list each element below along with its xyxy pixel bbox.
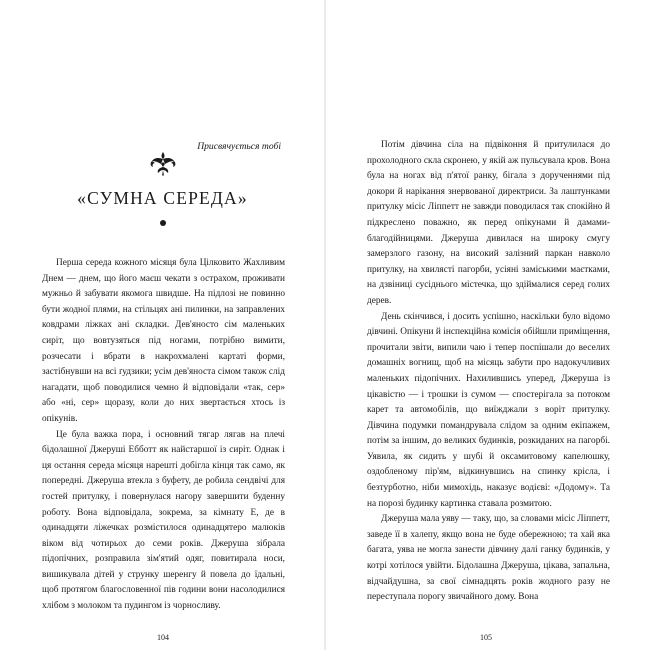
chapter-title: «СУМНА СЕРЕДА» [77, 188, 248, 208]
left-body-text [42, 256, 285, 615]
paragraph: Потім дівчина сіла на підвіконня й притулилася до прохолодного скла скронею, у якій аж пульсувала кров. Вона була на ногах від п'ятої ранку, бігала з дорученнями під докори й нарікання знервованої директриси. За лаштунками притулку місіс Ліппетт не завжди поводилася так спокійно й підкреслено поважно, як перед опікунами й дамами-благодійницями. Джеруша дивилася на широку смугу замерзлого газону, на високий залізний паркан навколо притулку, на хвилясті пагорби, усіяні заміськими маєтками, на дзвіниці сусіднього містечка, що здіймалися серед голих дерев. [367, 140, 610, 306]
dedication: Присвячується тобі [197, 141, 281, 152]
page-number: 105 [480, 633, 492, 642]
paragraph: День скінчився, і досить успішно, наскільки було відомо дівчині. Опікуни й інспекційна комісія обійшли приміщення, прочитали звіти, випили чаю і тепер поспішали до веселих домашніх вогнищ, щоб на місяць забути про надокучливих маленьких підопічних. Нахилившись уперед, Джеруша із цікавістю — і трошки із сумом — спостерігала за потоком карет та автомобілів, що виїжджали з воріт притулку. Дівчина подумки помандрувала слідом за одним екіпажем, потім за іншим, до великих будинків, розкиданих на пагорбі. Уявила, як сидить у шубі й оксамитовому капелюшку, оздобленому пір'ям, відкинувшись на спинку крісла, і безтурботно, ніби мимохідь, наказує водієві: «Додому». Та на порозі будинку картинка ставала розмитою. [367, 311, 610, 509]
paragraph: Це була важка пора, і основний тягар лягав на плечі бідолашної Джеруші Ебботт як найстаршої із сиріт. Однак і ця остання середа місяця нарешті добігла кінця так само, як попередні. Джеруша втекла з буфету, де робила сендвічі для гостей притулку, і повернулася нагору завершити буденну роботу. Вона відповідала, зокрема, за кімнату Е, де в одинадцяти ліжечках розмістилося одинадцятеро малюків віком від чотирьох до семи років. Джеруша зібрала підопічних, розправила зім'ятий одяг, повитирала носи, вишикувала дітей у струнку шеренгу й повела до їдальні, щоб протягом благословенної пів години вони насолодилися хлібом з молоком та пудингом із чорносливу. [42, 429, 285, 612]
right-body-text [367, 138, 610, 606]
page-number: 104 [157, 633, 169, 642]
fleuron-icon [148, 151, 178, 177]
paragraph: Перша середа кожного місяця була Цілковито Жахливим Днем — днем, що його маєш чекати з острахом, проживати мужньо й забувати якомога швидше. На підлозі не повинно бути жодної плями, на стільцях ані пилинки, на заправлених ковдрами ліжках ані складки. Дев'яносто сім маленьких сиріт, що вовтузяться під ногами, потрібно вимити, розчесати і вбрати в накрохмалені картаті форми, застібнувши на всі ґудзики; усім дев'яноста сімом також слід нагадати, щоб поводилися чемно й відповідали «так, сер» або «ні, сер» щоразу, коли до них звертається хтось із опікунів. [42, 258, 285, 424]
title-bullet [160, 220, 166, 226]
paragraph: Джеруша мала уяву — таку, що, за словами місіс Ліппетт, заведе її в халепу, якщо вона не буде обережною; та хай яка багата, уява не могла занести дівчину далі ганку будинків, у котрі хотілося увійти. Бідолашна Джеруша, цікава, запальна, відчайдушна, за свої сімнадцять років жодного разу не переступала порогу звичайного дому. Вона [367, 514, 610, 603]
